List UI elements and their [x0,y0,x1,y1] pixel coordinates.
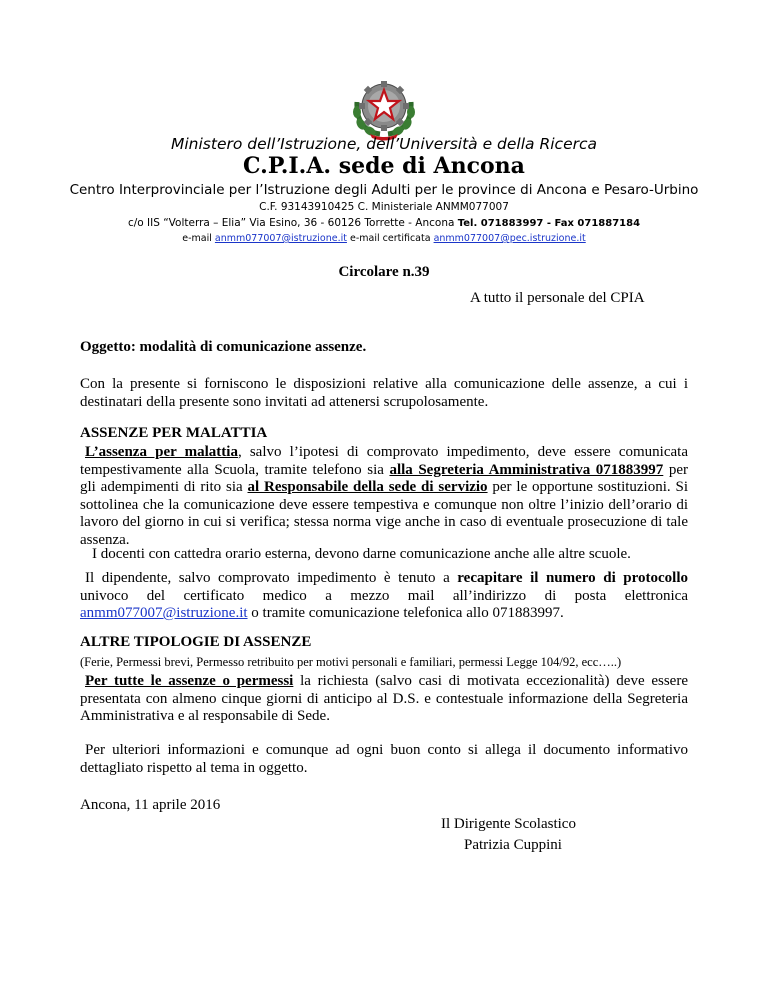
subject: Oggetto: modalità di comunicazione assenze. [80,339,367,355]
republic-emblem-icon [330,68,438,142]
malattia-text-a: , salvo l’ipotesi di comprovato impedimento, deve essere comunicata tempestivamente alla Scuola, tramite telefono sia [80,444,688,478]
protocol-text-c: o tramite comunicazione telefonica allo 071883997. [247,605,564,621]
tel-fax: Tel. 071883997 - Fax 071887184 [457,218,641,229]
malattia-lead: L’assenza per malattia [85,444,238,460]
document-date: Ancona, 11 aprile 2016 [80,797,221,813]
email-label: e-mail [182,233,212,244]
pec-link[interactable]: anmm077007@pec.istruzione.it [433,233,586,244]
signature-name: Patrizia Cuppini [464,837,562,853]
malattia-heading: ASSENZE PER MALATTIA [80,425,268,441]
altre-text: la richiesta (salvo casi di motivata eccezionalità) deve essere presentata con almeno cinque giorni di anticipo al D.S. e contestuale informazione della Segreteria Amministrativa e al responsabile di Sede. [80,673,688,724]
fiscal-code-line: C.F. 93143910425 C. Ministeriale ANMM077007 [259,201,509,213]
malattia-paragraph-3 [80,570,688,623]
altre-heading: ALTRE TIPOLOGIE DI ASSENZE [80,634,312,650]
pec-label: e-mail certificata [349,233,431,244]
email-line [0,233,768,244]
altre-subtitle: (Ferie, Permessi brevi, Permesso retribuito per motivi personali e familiari, permessi Legge 104/92, ecc…..) [80,655,622,669]
malattia-text-b: per gli adempimenti di rito sia [80,461,688,495]
protocol-text-a: Il dipendente, salvo comprovato impedimento è tenuto a [85,570,458,586]
recipients: A tutto il personale del CPIA [470,290,645,306]
intro-paragraph: Con la presente si forniscono le disposizioni relative alla comunicazione delle assenze, a cui i destinatari della presente sono invitati ad attenersi scrupolosamente. [80,376,688,410]
protocol-email-link[interactable]: anmm077007@istruzione.it [80,605,248,621]
circolare-number: Circolare n.39 [338,264,430,280]
segreteria-phone: alla Segreteria Amministrativa 071883997 [389,461,664,478]
altre-paragraph [80,673,688,726]
centro-description: Centro Interprovinciale per l’Istruzione degli Adulti per le province di Ancona e Pesaro-Urbino [69,182,699,198]
ministry-name: Ministero dell’Istruzione, dell’Università e della Ricerca [170,135,597,153]
responsabile-sede: al Responsabile della sede di servizio [247,479,488,495]
cpia-title: C.P.I.A. sede di Ancona [243,153,525,179]
email-link[interactable]: anmm077007@istruzione.it [214,233,347,244]
malattia-text-c: per le opportune sostituzioni. Si sottolinea che la comunicazione deve essere tempestiva e comunque non oltre l’inizio dell’orario di lavoro del giorno in cui si verifica; stessa norma vige anche in caso di eventuale prosecuzione di tale assenza. [80,479,688,548]
protocol-text-b: univoco del certificato medico a mezzo mail all’indirizzo di posta elettronica [80,587,688,604]
closing-paragraph: Per ulteriori informazioni e comunque ad ogni buon conto si allega il documento informativo dettagliato rispetto al tema in oggetto. [80,742,688,776]
protocol-bold: recapitare il numero di protocollo [457,570,688,586]
signature-role: Il Dirigente Scolastico [441,816,576,832]
malattia-paragraph-1 [80,444,688,549]
address-text: c/o IIS “Volterra – Elia” Via Esino, 36 - 60126 Torrette - Ancona [127,217,455,229]
address-line [0,217,768,229]
altre-lead: Per tutte le assenze o permessi [85,673,294,689]
malattia-paragraph-2: I docenti con cattedra orario esterna, devono darne comunicazione anche alle altre scuole. [92,546,631,562]
